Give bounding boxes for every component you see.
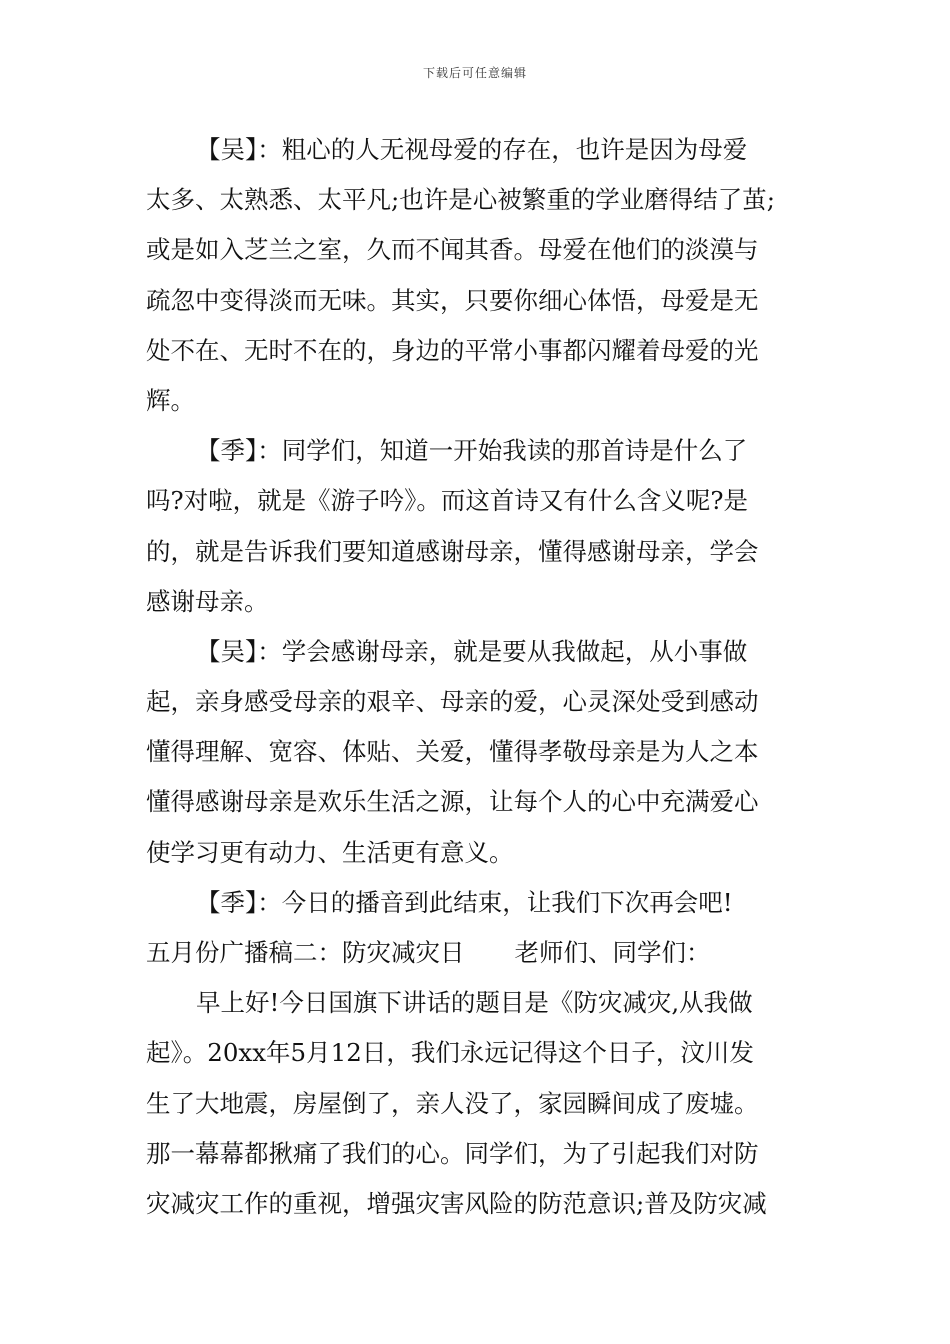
document-body xyxy=(146,125,816,1229)
text-line: 辉。 xyxy=(146,385,195,415)
text-line: 起，亲身感受母亲的艰辛、母亲的爱，心灵深处受到感动 xyxy=(146,687,759,717)
text-line: 感谢母亲。 xyxy=(146,586,269,616)
text-line: 疏忽中变得淡而无味。其实，只要你细心体悟，母爱是无 xyxy=(146,285,759,315)
page-header-note: 下载后可任意编辑 xyxy=(422,66,527,80)
text-line: 的，就是告诉我们要知道感谢母亲，懂得感谢母亲，学会 xyxy=(146,536,759,566)
section-greeting: 老师们、同学们： xyxy=(514,938,711,967)
text-line: 那一幕幕都揪痛了我们的心。同学们，为了引起我们对防 xyxy=(146,1138,759,1168)
text-line: 【季】：同学们，知道一开始我读的那首诗是什么了 xyxy=(196,436,748,466)
text-line: 使学习更有动力、生活更有意义。 xyxy=(146,837,514,867)
text-line: 【季】：今日的播音到此结束，让我们下次再会吧! xyxy=(196,887,733,917)
text-line: 早上好!今日国旗下讲话的题目是《防灾减灾,从我做 xyxy=(196,988,753,1018)
text-line: 懂得理解、宽容、体贴、关爱，懂得孝敬母亲是为人之本 xyxy=(146,737,759,767)
text-line: 【吴】：粗心的人无视母爱的存在，也许是因为母爱 xyxy=(196,135,748,164)
text-line: 或是如入芝兰之室，久而不闻其香。母爱在他们的淡漠与 xyxy=(146,235,759,265)
section-title: 五月份广播稿二：防灾减灾日 xyxy=(146,938,465,967)
section-heading-line xyxy=(146,928,816,978)
text-line: 处不在、无时不在的，身边的平常小事都闪耀着母爱的光 xyxy=(146,335,759,365)
text-line: 生了大地震，房屋倒了，亲人没了，家园瞬间成了废墟。 xyxy=(146,1088,759,1118)
text-line: 灾减灾工作的重视，增强灾害风险的防范意识;普及防灾减 xyxy=(146,1188,767,1218)
text-line: 懂得感谢母亲是欢乐生活之源，让每个人的心中充满爱心 xyxy=(146,787,759,817)
text-line: 起》。20xx年5月12日，我们永远记得这个日子，汶川发 xyxy=(146,1038,754,1068)
text-line: 吗?对啦，就是《游子吟》。而这首诗又有什么含义呢?是 xyxy=(146,486,749,516)
text-line: 太多、太熟悉、太平凡;也许是心被繁重的学业磨得结了茧; xyxy=(146,185,776,215)
text-line: 【吴】：学会感谢母亲，就是要从我做起，从小事做 xyxy=(196,636,748,666)
